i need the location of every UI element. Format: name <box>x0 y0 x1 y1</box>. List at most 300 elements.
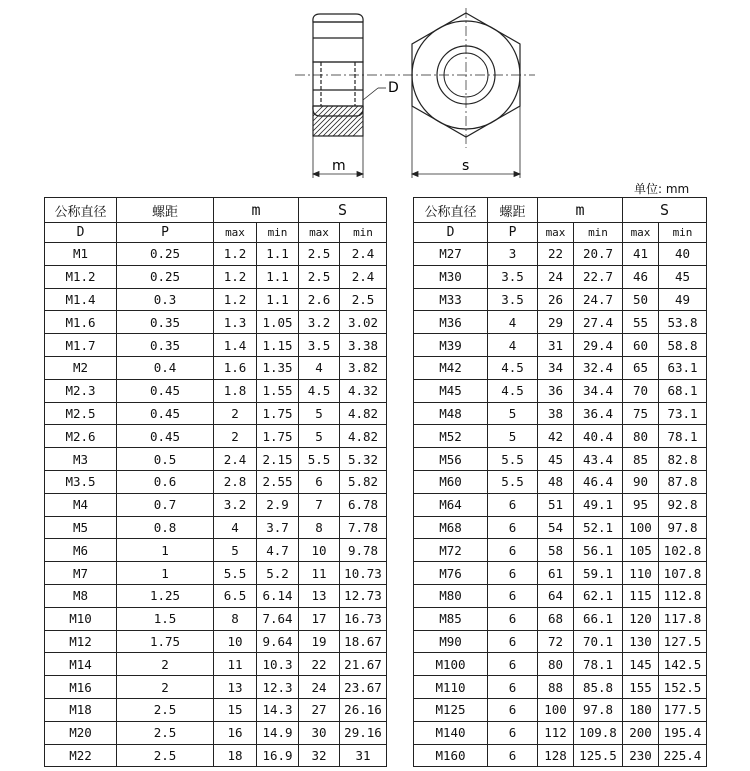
m-max-cell: 2 <box>214 425 257 448</box>
m-max-cell: 8 <box>214 607 257 630</box>
table-row <box>45 379 387 402</box>
s-max-cell: 11 <box>299 562 340 585</box>
size-cell: M76 <box>414 562 488 585</box>
size-cell: M1.2 <box>45 265 117 288</box>
spec-table-right <box>413 197 707 767</box>
pitch-cell: 4 <box>488 311 538 334</box>
table-row <box>45 744 387 767</box>
s-max-cell: 3.5 <box>299 334 340 357</box>
s-max-header: max <box>623 223 659 243</box>
table-row <box>414 653 707 676</box>
s-header: S <box>299 198 387 223</box>
size-cell: M2.6 <box>45 425 117 448</box>
s-min-cell: 142.5 <box>659 653 707 676</box>
s-max-cell: 65 <box>623 356 659 379</box>
m-max-cell: 48 <box>538 470 574 493</box>
nut-section-hatch <box>313 106 363 136</box>
m-min-cell: 12.3 <box>257 676 299 699</box>
pitch-cell: 0.7 <box>117 493 214 516</box>
table-row <box>45 470 387 493</box>
s-max-cell: 5.5 <box>299 448 340 471</box>
m-max-header: max <box>214 223 257 243</box>
table-row <box>414 356 707 379</box>
table-row <box>414 288 707 311</box>
s-max-cell: 70 <box>623 379 659 402</box>
table-row <box>414 448 707 471</box>
s-min-cell: 5.82 <box>340 470 387 493</box>
table-row <box>45 356 387 379</box>
m-min-cell: 40.4 <box>574 425 623 448</box>
size-cell: M85 <box>414 607 488 630</box>
s-max-cell: 60 <box>623 334 659 357</box>
m-max-cell: 88 <box>538 676 574 699</box>
s-min-cell: 2.5 <box>340 288 387 311</box>
size-cell: M30 <box>414 265 488 288</box>
pitch-cell: 0.25 <box>117 243 214 266</box>
s-min-cell: 2.4 <box>340 265 387 288</box>
pitch-cell: 2 <box>117 676 214 699</box>
m-min-cell: 2.9 <box>257 493 299 516</box>
s-min-cell: 82.8 <box>659 448 707 471</box>
size-cell: M1.4 <box>45 288 117 311</box>
m-max-cell: 24 <box>538 265 574 288</box>
s-min-cell: 16.73 <box>340 607 387 630</box>
table-row <box>414 607 707 630</box>
table-row <box>45 516 387 539</box>
s-min-cell: 117.8 <box>659 607 707 630</box>
m-max-cell: 1.2 <box>214 243 257 266</box>
m-min-cell: 1.75 <box>257 402 299 425</box>
s-min-cell: 6.78 <box>340 493 387 516</box>
s-max-cell: 90 <box>623 470 659 493</box>
s-min-cell: 23.67 <box>340 676 387 699</box>
m-max-cell: 61 <box>538 562 574 585</box>
pitch-cell: 5 <box>488 402 538 425</box>
size-cell: M64 <box>414 493 488 516</box>
m-min-cell: 1.05 <box>257 311 299 334</box>
pitch-cell: 6 <box>488 721 538 744</box>
s-max-cell: 155 <box>623 676 659 699</box>
s-min-cell: 127.5 <box>659 630 707 653</box>
pitch-cell: 1 <box>117 539 214 562</box>
m-max-cell: 51 <box>538 493 574 516</box>
s-max-cell: 80 <box>623 425 659 448</box>
s-min-cell: 2.4 <box>340 243 387 266</box>
s-max-cell: 85 <box>623 448 659 471</box>
pitch-cell: 0.45 <box>117 379 214 402</box>
pitch-cell: 3.5 <box>488 288 538 311</box>
m-min-cell: 1.1 <box>257 288 299 311</box>
s-min-cell: 4.32 <box>340 379 387 402</box>
m-max-header: max <box>538 223 574 243</box>
s-max-cell: 200 <box>623 721 659 744</box>
m-min-cell: 52.1 <box>574 516 623 539</box>
s-min-cell: 21.67 <box>340 653 387 676</box>
d-leader-line <box>363 88 378 100</box>
s-min-cell: 58.8 <box>659 334 707 357</box>
m-max-cell: 112 <box>538 721 574 744</box>
size-cell: M1.6 <box>45 311 117 334</box>
m-min-cell: 7.64 <box>257 607 299 630</box>
pitch-cell: 0.5 <box>117 448 214 471</box>
size-cell: M100 <box>414 653 488 676</box>
size-cell: M27 <box>414 243 488 266</box>
m-max-cell: 2 <box>214 402 257 425</box>
size-cell: M2.5 <box>45 402 117 425</box>
m-max-cell: 58 <box>538 539 574 562</box>
table-row <box>414 744 707 767</box>
s-max-cell: 7 <box>299 493 340 516</box>
m-min-cell: 16.9 <box>257 744 299 767</box>
pitch-cell: 6 <box>488 676 538 699</box>
size-cell: M60 <box>414 470 488 493</box>
s-min-cell: 68.1 <box>659 379 707 402</box>
size-cell: M1 <box>45 243 117 266</box>
header-row <box>45 198 387 223</box>
size-cell: M72 <box>414 539 488 562</box>
m-max-cell: 5 <box>214 539 257 562</box>
s-min-cell: 12.73 <box>340 584 387 607</box>
m-min-cell: 78.1 <box>574 653 623 676</box>
size-cell: M4 <box>45 493 117 516</box>
s-max-cell: 2.5 <box>299 265 340 288</box>
table-row <box>414 698 707 721</box>
size-cell: M45 <box>414 379 488 402</box>
m-min-cell: 1.55 <box>257 379 299 402</box>
pitch-header-cn: 螺距 <box>117 198 214 223</box>
size-cell: M16 <box>45 676 117 699</box>
table-row <box>45 653 387 676</box>
table-row <box>45 676 387 699</box>
m-min-cell: 32.4 <box>574 356 623 379</box>
s-max-cell: 50 <box>623 288 659 311</box>
m-min-cell: 97.8 <box>574 698 623 721</box>
s-min-cell: 31 <box>340 744 387 767</box>
s-min-cell: 4.82 <box>340 402 387 425</box>
s-max-cell: 8 <box>299 516 340 539</box>
m-max-cell: 68 <box>538 607 574 630</box>
s-max-cell: 17 <box>299 607 340 630</box>
m-min-cell: 14.3 <box>257 698 299 721</box>
m-max-cell: 1.3 <box>214 311 257 334</box>
table-row <box>45 448 387 471</box>
m-max-cell: 54 <box>538 516 574 539</box>
m-min-cell: 1.35 <box>257 356 299 379</box>
size-cell: M48 <box>414 402 488 425</box>
m-min-cell: 62.1 <box>574 584 623 607</box>
m-max-cell: 6.5 <box>214 584 257 607</box>
s-min-cell: 112.8 <box>659 584 707 607</box>
s-max-cell: 19 <box>299 630 340 653</box>
m-max-cell: 100 <box>538 698 574 721</box>
s-min-cell: 73.1 <box>659 402 707 425</box>
s-min-cell: 18.67 <box>340 630 387 653</box>
table-row <box>414 265 707 288</box>
table-row <box>414 676 707 699</box>
s-max-cell: 4 <box>299 356 340 379</box>
m-max-cell: 31 <box>538 334 574 357</box>
s-min-cell: 195.4 <box>659 721 707 744</box>
s-max-cell: 230 <box>623 744 659 767</box>
s-min-cell: 29.16 <box>340 721 387 744</box>
s-max-cell: 10 <box>299 539 340 562</box>
m-min-header: min <box>574 223 623 243</box>
m-max-cell: 1.2 <box>214 288 257 311</box>
size-cell: M160 <box>414 744 488 767</box>
m-min-cell: 36.4 <box>574 402 623 425</box>
m-min-cell: 1.75 <box>257 425 299 448</box>
m-header: m <box>538 198 623 223</box>
m-min-cell: 22.7 <box>574 265 623 288</box>
m-min-cell: 1.1 <box>257 265 299 288</box>
s-min-header: min <box>659 223 707 243</box>
s-min-cell: 152.5 <box>659 676 707 699</box>
pitch-cell: 1.75 <box>117 630 214 653</box>
table-row <box>45 698 387 721</box>
pitch-cell: 5.5 <box>488 470 538 493</box>
s-min-header: min <box>340 223 387 243</box>
m-min-cell: 59.1 <box>574 562 623 585</box>
s-min-cell: 3.82 <box>340 356 387 379</box>
table-row <box>414 493 707 516</box>
s-max-cell: 46 <box>623 265 659 288</box>
m-max-cell: 29 <box>538 311 574 334</box>
pitch-cell: 0.6 <box>117 470 214 493</box>
m-max-cell: 11 <box>214 653 257 676</box>
s-max-cell: 27 <box>299 698 340 721</box>
s-max-cell: 22 <box>299 653 340 676</box>
table-row <box>45 539 387 562</box>
m-max-cell: 2.4 <box>214 448 257 471</box>
s-max-cell: 120 <box>623 607 659 630</box>
pitch-cell: 6 <box>488 539 538 562</box>
dimension-m-label: m <box>332 158 346 174</box>
m-max-cell: 34 <box>538 356 574 379</box>
table-row <box>45 630 387 653</box>
pitch-header-symbol: P <box>117 223 214 243</box>
table-row <box>45 721 387 744</box>
pitch-cell: 0.3 <box>117 288 214 311</box>
m-max-cell: 18 <box>214 744 257 767</box>
pitch-cell: 0.45 <box>117 402 214 425</box>
pitch-cell: 0.4 <box>117 356 214 379</box>
pitch-header-cn: 螺距 <box>488 198 538 223</box>
table-row <box>45 243 387 266</box>
pitch-cell: 0.35 <box>117 334 214 357</box>
size-cell: M68 <box>414 516 488 539</box>
table-row <box>45 334 387 357</box>
table-row <box>414 630 707 653</box>
s-max-cell: 4.5 <box>299 379 340 402</box>
s-min-cell: 26.16 <box>340 698 387 721</box>
table-row <box>45 425 387 448</box>
pitch-cell: 4 <box>488 334 538 357</box>
s-max-cell: 75 <box>623 402 659 425</box>
m-max-cell: 1.8 <box>214 379 257 402</box>
m-max-cell: 26 <box>538 288 574 311</box>
s-max-cell: 30 <box>299 721 340 744</box>
m-max-cell: 10 <box>214 630 257 653</box>
s-min-cell: 102.8 <box>659 539 707 562</box>
m-min-cell: 85.8 <box>574 676 623 699</box>
s-min-cell: 7.78 <box>340 516 387 539</box>
hex-nut-drawing <box>290 8 540 180</box>
table-row <box>414 379 707 402</box>
m-max-cell: 42 <box>538 425 574 448</box>
m-min-cell: 70.1 <box>574 630 623 653</box>
m-min-cell: 2.55 <box>257 470 299 493</box>
m-max-cell: 13 <box>214 676 257 699</box>
s-max-cell: 6 <box>299 470 340 493</box>
m-max-cell: 38 <box>538 402 574 425</box>
size-cell: M14 <box>45 653 117 676</box>
size-cell: M80 <box>414 584 488 607</box>
m-max-cell: 15 <box>214 698 257 721</box>
size-cell: M42 <box>414 356 488 379</box>
m-max-cell: 36 <box>538 379 574 402</box>
m-min-cell: 6.14 <box>257 584 299 607</box>
m-min-cell: 56.1 <box>574 539 623 562</box>
s-max-cell: 5 <box>299 425 340 448</box>
m-max-cell: 2.8 <box>214 470 257 493</box>
s-min-cell: 53.8 <box>659 311 707 334</box>
size-cell: M110 <box>414 676 488 699</box>
m-max-cell: 22 <box>538 243 574 266</box>
size-cell: M1.7 <box>45 334 117 357</box>
s-min-cell: 10.73 <box>340 562 387 585</box>
s-max-cell: 105 <box>623 539 659 562</box>
s-min-cell: 92.8 <box>659 493 707 516</box>
pitch-cell: 1 <box>117 562 214 585</box>
size-cell: M8 <box>45 584 117 607</box>
spec-table-left-body <box>45 243 387 767</box>
pitch-cell: 2 <box>117 653 214 676</box>
m-min-cell: 66.1 <box>574 607 623 630</box>
table-row <box>414 516 707 539</box>
m-header: m <box>214 198 299 223</box>
m-min-cell: 27.4 <box>574 311 623 334</box>
m-min-cell: 1.1 <box>257 243 299 266</box>
size-cell: M2 <box>45 356 117 379</box>
table-row <box>414 470 707 493</box>
pitch-cell: 0.45 <box>117 425 214 448</box>
size-cell: M6 <box>45 539 117 562</box>
spec-table-right-body <box>414 243 707 767</box>
s-header: S <box>623 198 707 223</box>
size-cell: M10 <box>45 607 117 630</box>
table-row <box>414 402 707 425</box>
table-row <box>414 539 707 562</box>
s-max-cell: 115 <box>623 584 659 607</box>
pitch-cell: 6 <box>488 653 538 676</box>
s-min-cell: 45 <box>659 265 707 288</box>
m-min-cell: 29.4 <box>574 334 623 357</box>
size-cell: M52 <box>414 425 488 448</box>
s-max-cell: 41 <box>623 243 659 266</box>
pitch-cell: 5 <box>488 425 538 448</box>
table-row <box>414 311 707 334</box>
m-min-cell: 20.7 <box>574 243 623 266</box>
s-min-cell: 40 <box>659 243 707 266</box>
m-max-cell: 5.5 <box>214 562 257 585</box>
pitch-cell: 6 <box>488 698 538 721</box>
pitch-cell: 2.5 <box>117 721 214 744</box>
size-cell: M3 <box>45 448 117 471</box>
m-max-cell: 128 <box>538 744 574 767</box>
s-max-cell: 145 <box>623 653 659 676</box>
m-min-cell: 34.4 <box>574 379 623 402</box>
m-min-cell: 109.8 <box>574 721 623 744</box>
m-max-cell: 72 <box>538 630 574 653</box>
s-min-cell: 97.8 <box>659 516 707 539</box>
s-max-cell: 2.6 <box>299 288 340 311</box>
s-max-cell: 13 <box>299 584 340 607</box>
size-cell: M36 <box>414 311 488 334</box>
pitch-cell: 1.25 <box>117 584 214 607</box>
s-min-cell: 107.8 <box>659 562 707 585</box>
pitch-cell: 4.5 <box>488 379 538 402</box>
s-min-cell: 78.1 <box>659 425 707 448</box>
pitch-header-symbol: P <box>488 223 538 243</box>
s-max-cell: 180 <box>623 698 659 721</box>
pitch-cell: 5.5 <box>488 448 538 471</box>
size-cell: M2.3 <box>45 379 117 402</box>
s-max-cell: 2.5 <box>299 243 340 266</box>
header-row <box>414 198 707 223</box>
size-cell: M22 <box>45 744 117 767</box>
pitch-cell: 2.5 <box>117 698 214 721</box>
table-row <box>45 607 387 630</box>
s-min-cell: 4.82 <box>340 425 387 448</box>
size-cell: M3.5 <box>45 470 117 493</box>
dimension-d-label: D <box>388 80 399 96</box>
pitch-cell: 1.5 <box>117 607 214 630</box>
pitch-cell: 6 <box>488 516 538 539</box>
pitch-cell: 3 <box>488 243 538 266</box>
s-min-cell: 9.78 <box>340 539 387 562</box>
pitch-cell: 3.5 <box>488 265 538 288</box>
m-min-cell: 2.15 <box>257 448 299 471</box>
m-min-cell: 24.7 <box>574 288 623 311</box>
table-row <box>414 425 707 448</box>
pitch-cell: 4.5 <box>488 356 538 379</box>
m-min-cell: 46.4 <box>574 470 623 493</box>
pitch-cell: 6 <box>488 630 538 653</box>
pitch-cell: 6 <box>488 584 538 607</box>
table-row <box>414 334 707 357</box>
table-row <box>414 584 707 607</box>
size-header-symbol: D <box>414 223 488 243</box>
s-max-cell: 130 <box>623 630 659 653</box>
size-cell: M20 <box>45 721 117 744</box>
size-header-symbol: D <box>45 223 117 243</box>
s-min-cell: 49 <box>659 288 707 311</box>
nut-front-view <box>412 8 520 148</box>
m-max-cell: 64 <box>538 584 574 607</box>
m-min-cell: 4.7 <box>257 539 299 562</box>
s-max-header: max <box>299 223 340 243</box>
table-row <box>414 721 707 744</box>
size-cell: M18 <box>45 698 117 721</box>
size-header-cn: 公称直径 <box>45 198 117 223</box>
size-cell: M140 <box>414 721 488 744</box>
table-row <box>414 562 707 585</box>
m-max-cell: 80 <box>538 653 574 676</box>
s-min-cell: 225.4 <box>659 744 707 767</box>
table-row <box>45 562 387 585</box>
s-min-cell: 87.8 <box>659 470 707 493</box>
m-max-cell: 45 <box>538 448 574 471</box>
